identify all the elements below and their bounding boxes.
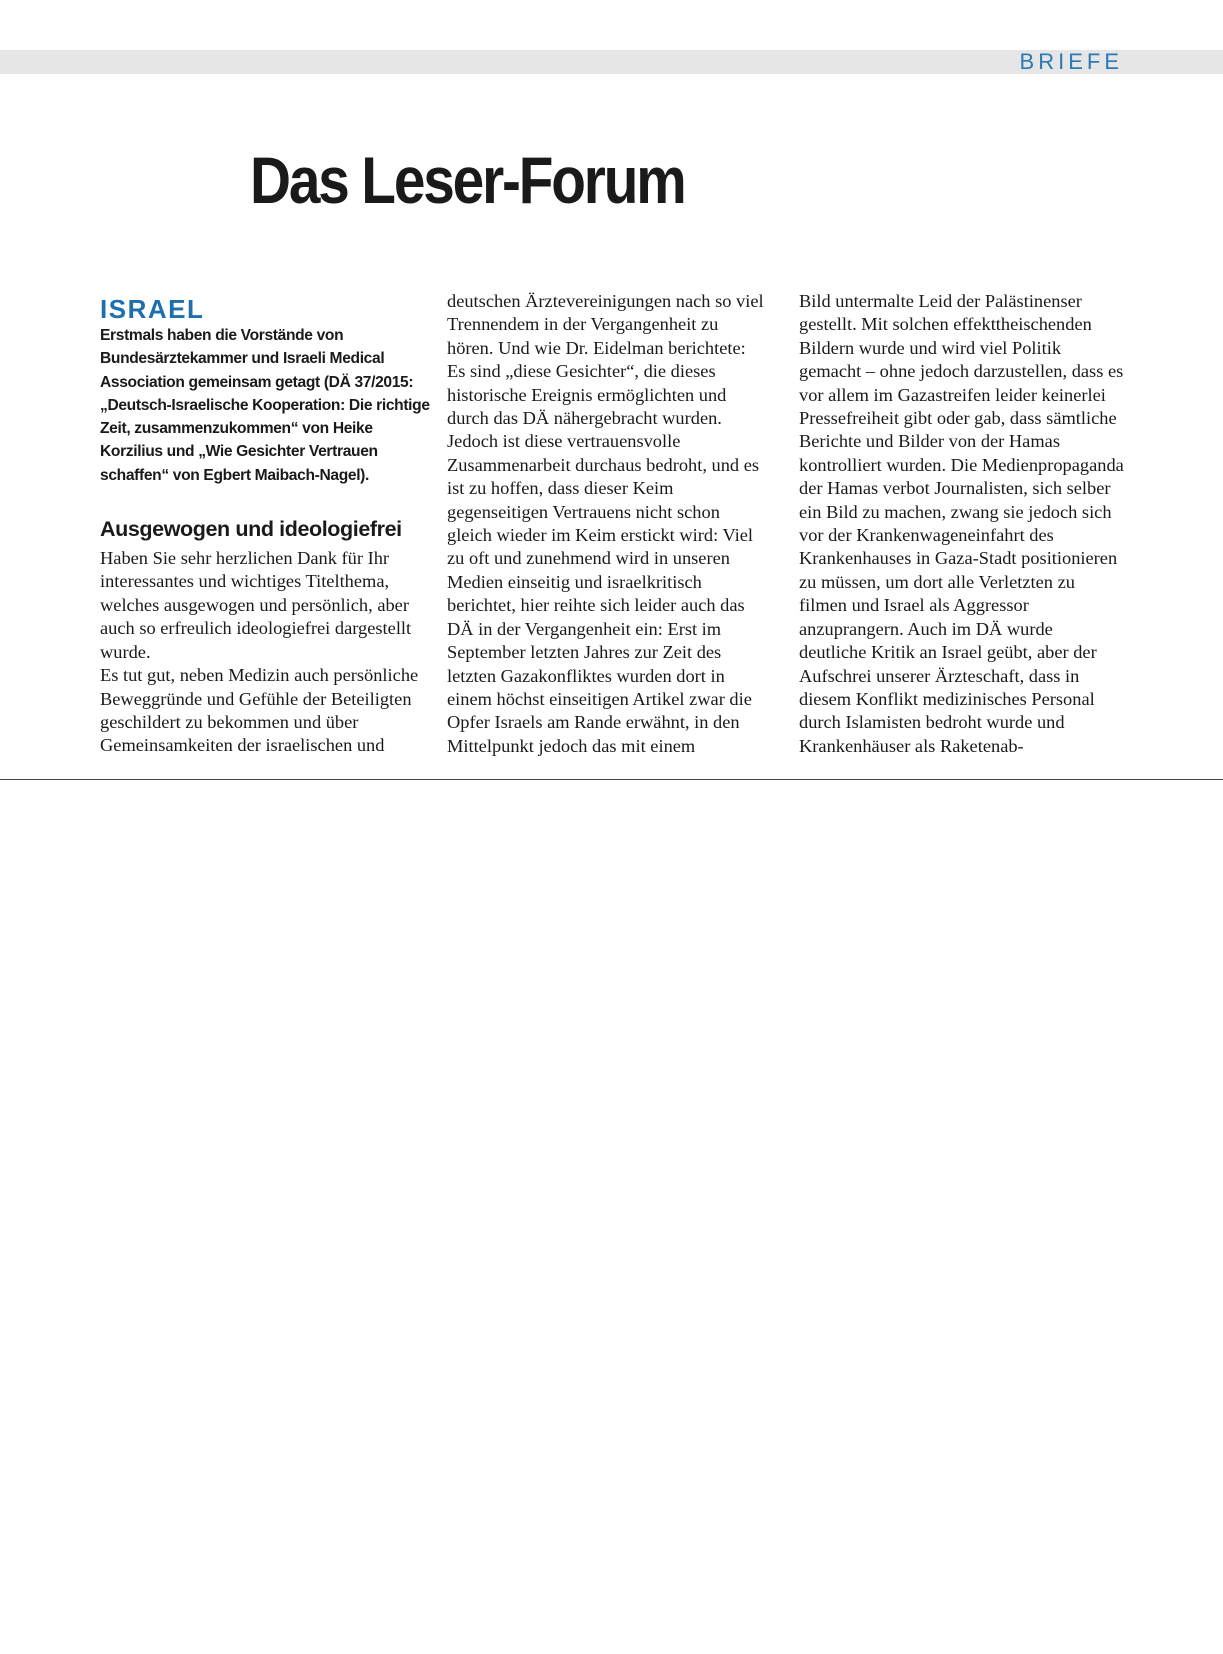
letter-intro: Erstmals haben die Vorstände von Bundesärztekammer und Israeli Medical Association gemeinsam getagt (DÄ 37/2015: „Deutsch-Israelische Kooperation: Die richtige Zeit, zusammenzukommen“ von Heike Korzilius und „Wie Gesichter Vertrauen schaffen“ von Egbert Maibach-Nagel). (100, 327, 430, 484)
body-paragraph: Es tut gut, neben Medizin auch persönliche Beweggründe und Gefühle der Beteiligten geschildert zu bekommen und über Gemeinsamkeiten der israelischen und (100, 665, 419, 756)
section-label: BRIEFE (1019, 49, 1123, 74)
column-3 (799, 290, 1124, 758)
column-2 (447, 290, 765, 758)
body-paragraph: Jedoch ist diese vertrauensvolle Zusammenarbeit durchaus bedroht, und es ist zu hoffen, dass dieser Keim gegenseitigen Vertrauens nicht schon gleich wieder im Keim erstickt wird: Viel zu oft und zunehmend wird in unseren Medien einseitig und israelkritisch berichtet, hier reihte sich leider auch das DÄ in der Vergangenheit ein: Erst im September letzten Jahres zur Zeit des letzten Gazakonfliktes wurden dort in einem höchst einseitigen Artikel zwar die Opfer Israels am Rande erwähnt, in den Mittelpunkt jedoch das mit einem (447, 431, 760, 756)
body-paragraph: deutschen Ärztevereinigungen nach so viel Trennendem in der Vergangenheit zu hören. Und wie Dr. Eidelman berichtete: Es sind „diese Gesichter“, die dieses historische Ereignis ermöglichten und durch das DÄ nähergebracht wurden. (447, 291, 764, 429)
column-1 (100, 294, 430, 758)
letter-topic: ISRAEL (100, 294, 205, 324)
body-paragraph: Bild untermalte Leid der Palästinenser gestellt. Mit solchen effekttheischenden Bildern wurde und wird viel Politik gemacht – ohne jedoch darzustellen, dass es vor allem im Gazastreifen leider keinerlei Pressefreiheit gibt oder gab, dass sämtliche Berichte und Bilder von der Hamas kontrolliert wurden. Die Medienpropaganda der Hamas verbot Journalisten, sich selber ein Bild zu machen, zwang sie jedoch sich vor der Krankenwageneinfahrt des Krankenhauses in Gaza-Stadt positionieren zu müssen, um dort alle Verletzten zu filmen und Israel als Aggressor anzuprangern. Auch im DÄ wurde deutliche Kritik an Israel geübt, aber der Aufschrei unserer Ärzteschaft, dass in diesem Konflikt medizinisches Personal durch Islamisten bedroht wurde und Krankenhäuser als Raketenab- (799, 291, 1124, 756)
body-paragraph: Haben Sie sehr herzlichen Dank für Ihr interessantes und wichtiges Titelthema, welches ausgewogen und persönlich, aber auch so erfreulich ideologiefrei dargestellt wurde. (100, 548, 412, 662)
letter-headline: Ausgewogen und ideologiefrei (100, 517, 402, 542)
page-title: Das Leser-Forum (250, 143, 685, 217)
section-divider (0, 779, 1223, 780)
